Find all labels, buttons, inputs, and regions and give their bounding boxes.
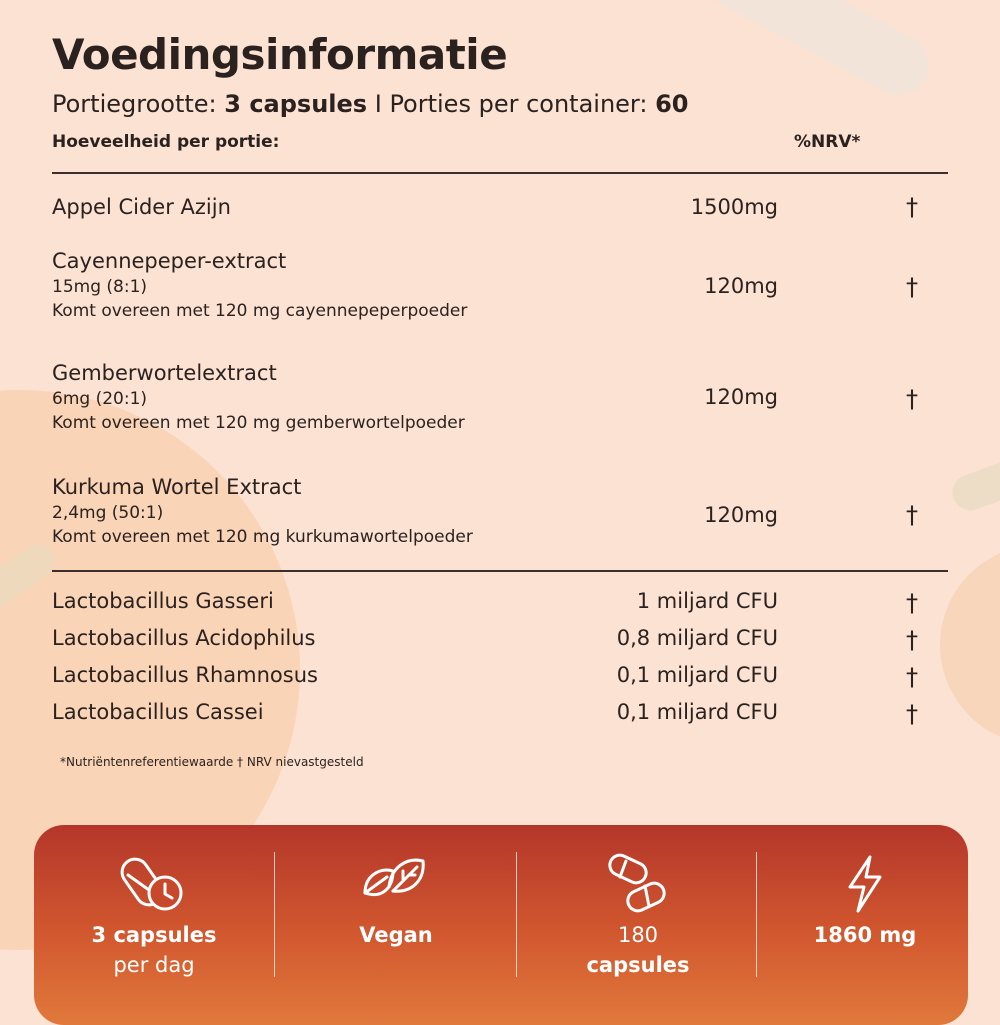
ingredient-equivalent: Komt overeen met 120 mg kurkumawortelpoeder bbox=[52, 527, 473, 547]
ingredient-name: Lactobacillus Acidophilus bbox=[52, 626, 316, 650]
table-divider bbox=[52, 172, 948, 174]
ingredient-amount: 0,1 miljard CFU bbox=[616, 700, 778, 724]
background-capsule bbox=[691, 0, 940, 105]
serving-size-value: 3 capsules bbox=[224, 90, 368, 118]
ingredient-amount: 1 miljard CFU bbox=[636, 589, 778, 613]
table-row bbox=[52, 589, 948, 617]
background-capsule bbox=[947, 441, 1000, 516]
servings-per-container-label: Porties per container: bbox=[389, 90, 656, 118]
ingredient-amount: 1500mg bbox=[690, 195, 778, 219]
feature-sublabel: capsules bbox=[586, 953, 690, 977]
table-row bbox=[52, 361, 948, 433]
feature-divider bbox=[516, 852, 517, 977]
ingredient-ratio: 6mg (20:1) bbox=[52, 389, 148, 409]
feature-divider bbox=[274, 852, 275, 977]
ingredient-amount: 0,8 miljard CFU bbox=[616, 626, 778, 650]
table-row bbox=[52, 195, 948, 219]
capsule-clock-icon bbox=[119, 853, 189, 915]
feature-panel bbox=[34, 825, 968, 1025]
leaves-icon bbox=[357, 853, 435, 915]
ingredient-name: Lactobacillus Gasseri bbox=[52, 589, 274, 613]
ingredient-name: Cayennepeper-extract bbox=[52, 249, 287, 273]
page-title: Voedingsinformatie bbox=[52, 30, 508, 79]
feature-label: 3 capsules bbox=[91, 923, 217, 947]
ingredient-amount: 0,1 miljard CFU bbox=[616, 663, 778, 687]
ingredient-amount: 120mg bbox=[704, 385, 778, 409]
feature-label: 180 bbox=[617, 923, 659, 947]
ingredient-name: Gemberwortelextract bbox=[52, 361, 277, 385]
footnote: *Nutriëntenreferentiewaarde † NRV nievastgesteld bbox=[60, 755, 364, 769]
ingredient-amount: 120mg bbox=[704, 274, 778, 298]
nrv-value: † bbox=[906, 589, 918, 617]
table-row bbox=[52, 626, 948, 654]
feature-vegan bbox=[276, 825, 516, 1000]
nrv-value: † bbox=[906, 626, 918, 654]
ingredient-name: Lactobacillus Cassei bbox=[52, 700, 264, 724]
lightning-icon bbox=[840, 853, 890, 915]
ingredient-equivalent: Komt overeen met 120 mg gemberwortelpoeder bbox=[52, 413, 465, 433]
ingredient-amount: 120mg bbox=[704, 503, 778, 527]
feature-dosage bbox=[34, 825, 274, 1000]
serving-size-label: Portiegrootte: bbox=[52, 90, 225, 118]
nrv-value: † bbox=[906, 700, 918, 728]
serving-info bbox=[52, 90, 689, 118]
feature-label: Vegan bbox=[359, 923, 433, 947]
nrv-value: † bbox=[906, 193, 918, 221]
servings-per-container-value: 60 bbox=[655, 90, 689, 118]
nrv-value: † bbox=[906, 663, 918, 691]
ingredient-name: Lactobacillus Rhamnosus bbox=[52, 663, 318, 687]
background-circle bbox=[940, 545, 1000, 745]
table-row bbox=[52, 663, 948, 691]
nrv-value: † bbox=[906, 273, 918, 301]
table-row bbox=[52, 700, 948, 728]
table-row bbox=[52, 249, 948, 321]
table-divider bbox=[52, 570, 948, 572]
ingredient-ratio: 15mg (8:1) bbox=[52, 277, 148, 297]
ingredient-name: Kurkuma Wortel Extract bbox=[52, 475, 302, 499]
amount-per-serving-header: Hoeveelheid per portie: bbox=[52, 132, 280, 152]
feature-dose-amount bbox=[745, 825, 985, 1000]
nrv-value: † bbox=[906, 501, 918, 529]
feature-label: 1860 mg bbox=[813, 923, 917, 947]
table-row bbox=[52, 475, 948, 547]
nrv-header: %NRV* bbox=[794, 132, 861, 152]
nrv-value: † bbox=[906, 385, 918, 413]
capsules-icon bbox=[603, 853, 673, 915]
ingredient-name: Appel Cider Azijn bbox=[52, 195, 231, 219]
ingredient-equivalent: Komt overeen met 120 mg cayennepeperpoeder bbox=[52, 301, 468, 321]
feature-sublabel: per dag bbox=[113, 953, 195, 977]
ingredient-ratio: 2,4mg (50:1) bbox=[52, 503, 164, 523]
feature-capsule-count bbox=[518, 825, 758, 1000]
serving-separator: I bbox=[367, 90, 390, 118]
